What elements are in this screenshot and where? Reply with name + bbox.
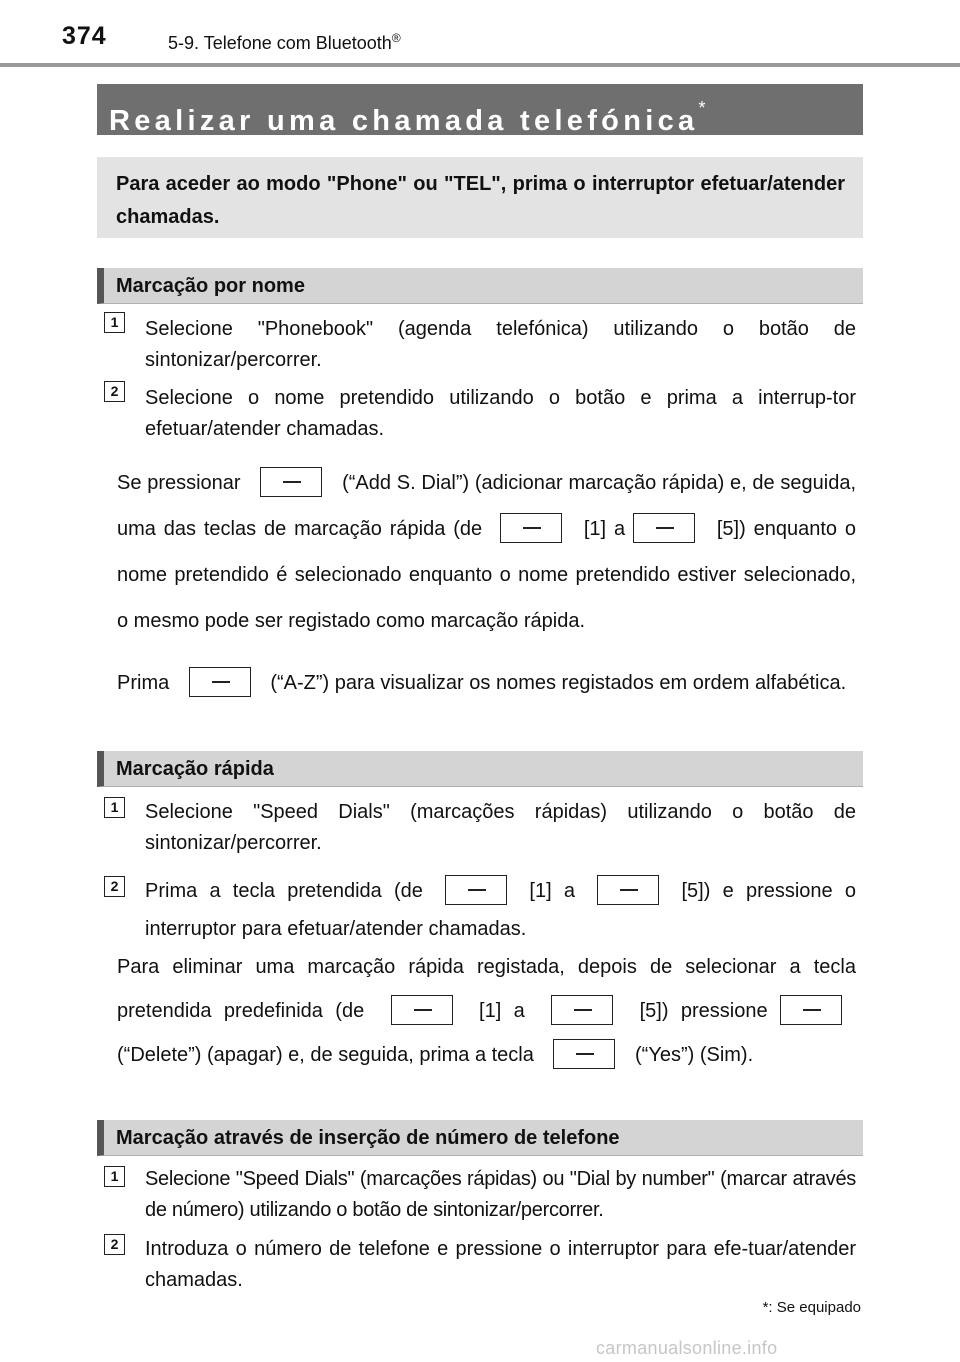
speed-dial-key-1-symbol [500,513,562,543]
text-run: [5]) e pressione o interruptor para efetuar/atender chamadas. [145,880,857,940]
section-reference [168,31,401,54]
step-number: 2 [104,876,125,897]
footnote-asterisk: * [762,1299,769,1316]
text-run: Prima a tecla pretendida (de [145,880,423,902]
speed-dial-key-1-symbol [391,995,453,1025]
step-text: Introduza o número de telefone e pressione o interruptor para efe-tuar/atender chamadas. [145,1238,856,1291]
speed-dial-key-5-symbol [633,513,695,543]
text-run: [5]) enquanto o nome pretendido é selecionado enquanto o nome pretendido estiver selecionado, o mesmo pode ser registado como marcação rápida. [117,518,857,632]
delete-button-symbol [780,995,842,1025]
text-run: [1] a [583,518,626,540]
text-run: [1] a [479,1000,525,1022]
text-run: (“Delete”) (apagar) e, de seguida, prima a tecla [117,1044,534,1066]
paragraph-add-speed-dial [117,460,856,644]
step-number: 1 [104,312,125,333]
section-heading-number-dial: Marcação através de inserção de número de telefone [97,1120,863,1156]
step-number: 2 [104,381,125,402]
yes-button-symbol [553,1039,615,1069]
section-heading-name-dial: Marcação por nome [97,268,863,304]
step-text: Selecione "Speed Dials" (marcações rápidas) ou "Dial by number" (marcar através de número) utilizando o botão de sintonizar/percorrer. [145,1168,856,1221]
text-run: Para eliminar uma marcação rápida registada, depois de selecionar a tecla pretendida predefinida (de [117,956,856,1022]
speed-dial-key-5-symbol [597,875,659,905]
page-title-text: Realizar uma chamada telefónica [109,105,699,137]
watermark: carmanualsonline.info [596,1338,778,1358]
step-number: 2 [104,1234,125,1255]
paragraph-delete-speed-dial [117,945,856,1077]
section-heading-speed-dial: Marcação rápida [97,751,863,787]
step-text: Selecione o nome pretendido utilizando o botão e prima a interrup-tor efetuar/atender chamadas. [145,387,856,440]
header-divider [0,63,960,67]
step-number: 1 [104,797,125,818]
page-title [97,84,863,135]
speed-dial-key-1-symbol [445,875,507,905]
text-run: [5]) pressione [639,1000,768,1022]
section-title: 5-9. Telefone com Bluetooth [168,33,392,53]
text-run: (“Add S. Dial”) (adicionar marcação rápida) e, de seguida, uma das teclas de marcação rápida (de [117,472,857,540]
page-header [0,0,960,66]
a-z-button-symbol [189,667,251,697]
step-text: Selecione "Phonebook" (agenda telefónica) utilizando o botão de sintonizar/percorrer. [145,318,856,371]
page-number: 374 [62,22,107,50]
text-run: (“Yes”) (Sim). [635,1044,754,1066]
text-run: (“A-Z”) para visualizar os nomes registados em ordem alfabética. [270,672,847,694]
add-speed-dial-button-symbol [260,467,322,497]
speed-dial-key-5-symbol [551,995,613,1025]
step-number: 1 [104,1166,125,1187]
footnote-text: : Se equipado [768,1299,861,1316]
step-text [145,872,856,948]
step-text: Selecione "Speed Dials" (marcações rápidas) utilizando o botão de sintonizar/percorrer. [145,801,856,854]
registered-mark: ® [391,31,401,45]
footnote [740,1299,861,1316]
text-run: [1] a [529,880,575,902]
equipped-asterisk: * [698,98,706,118]
text-run: Se pressionar [117,472,241,494]
text-run: Prima [117,672,170,694]
intro-box: Para aceder ao modo "Phone" ou "TEL", prima o interruptor efetuar/atender chamadas. [97,157,863,238]
paragraph-a-z [117,666,856,700]
